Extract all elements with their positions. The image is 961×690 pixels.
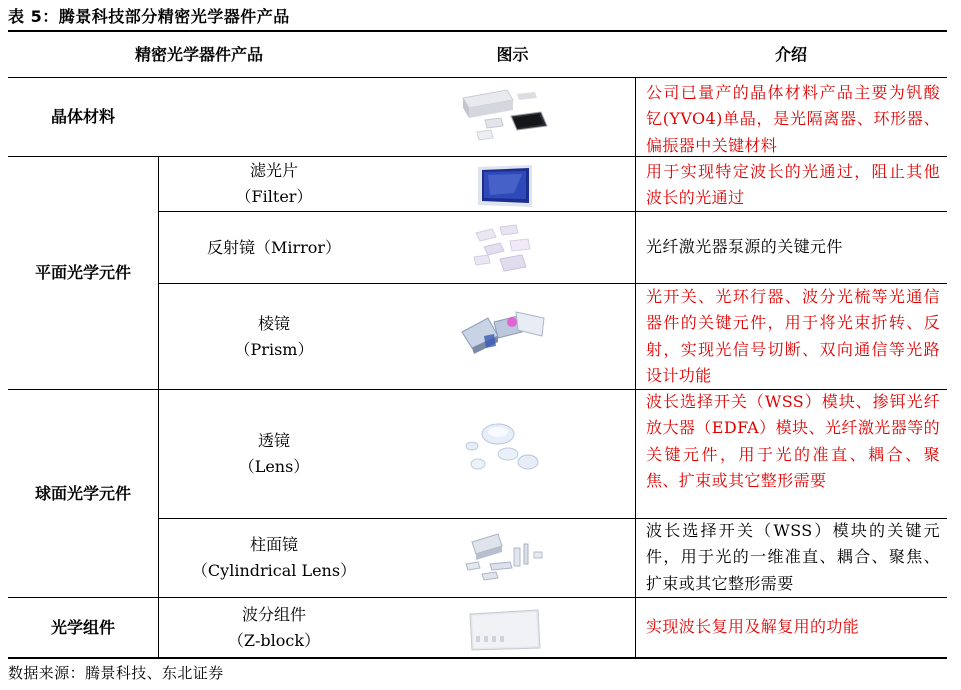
description-lens: 波长选择开关（WSS）模块、掺铒光纤放大器（EDFA）模块、光纤激光器等的关键元件，用于光的准直、耦合、聚焦、扩束或其它整形需要 (646, 392, 940, 491)
header-image: 图示 (496, 44, 529, 64)
product-name-line: 反射镜（Mirror） (206, 237, 342, 257)
product-name-prism (158, 284, 390, 389)
product-name-line: 滤光片 (249, 161, 298, 180)
prism-image (458, 306, 550, 356)
header-product: 精密光学器件产品 (134, 44, 263, 64)
category-crystal: 晶体材料 (50, 107, 115, 126)
product-name-line: （Prism） (234, 339, 314, 359)
product-name-line: （Filter） (235, 187, 313, 206)
column-divider (635, 77, 636, 657)
crystal-image (455, 86, 555, 150)
description-zblock: 实现波长复用及解复用的功能 (646, 617, 860, 636)
description-cylindrical: 波长选择开关（WSS）模块的关键元件，用于光的一维准直、耦合、聚焦、扩束或其它整形需要 (646, 521, 940, 593)
product-name-line: （Cylindrical Lens） (191, 561, 357, 580)
description-mirror: 光纤激光器泵源的关键元件 (646, 237, 843, 256)
bottom-rule (8, 657, 947, 659)
table-caption: 表 5：腾景科技部分精密光学器件产品 (8, 7, 290, 26)
product-name-line: 棱镜 (257, 313, 290, 333)
product-name-mirror (158, 212, 390, 283)
product-name-line: 柱面镜 (249, 535, 298, 554)
lens-image (462, 420, 540, 476)
category-assembly: 光学组件 (50, 617, 115, 637)
category-planar: 平面光学元件 (34, 263, 131, 282)
category-spherical: 球面光学元件 (34, 483, 131, 503)
product-name-line: 波分组件 (241, 604, 306, 624)
mirror-image (470, 223, 540, 275)
description-filter: 用于实现特定波长的光通过，阻止其他波长的光通过 (646, 162, 940, 208)
zblock-image (466, 606, 544, 652)
product-name-lens (158, 390, 390, 518)
product-name-line: 透镜 (257, 431, 290, 450)
product-name-zblock (158, 598, 390, 657)
source-note: 数据来源：腾景科技、东北证券 (8, 664, 224, 682)
product-name-line: （Z-block） (227, 630, 321, 650)
product-name-cylindrical (158, 519, 390, 597)
header-intro: 介绍 (774, 44, 807, 64)
product-name-line: （Lens） (238, 457, 310, 476)
product-name-filter (158, 157, 390, 211)
description-crystal: 公司已量产的晶体材料产品主要为钒酸钇(YVO4)单晶，是光隔离器、环形器、偏振器中关键材料 (646, 83, 940, 155)
filter-image (474, 163, 536, 209)
description-prism: 光开关、光环行器、波分光梳等光通信器件的关键元件，用于将光束折转、反射，实现光信号切断、双向通信等光路设计功能 (646, 287, 940, 386)
cylindrical-lens-image (462, 528, 552, 584)
